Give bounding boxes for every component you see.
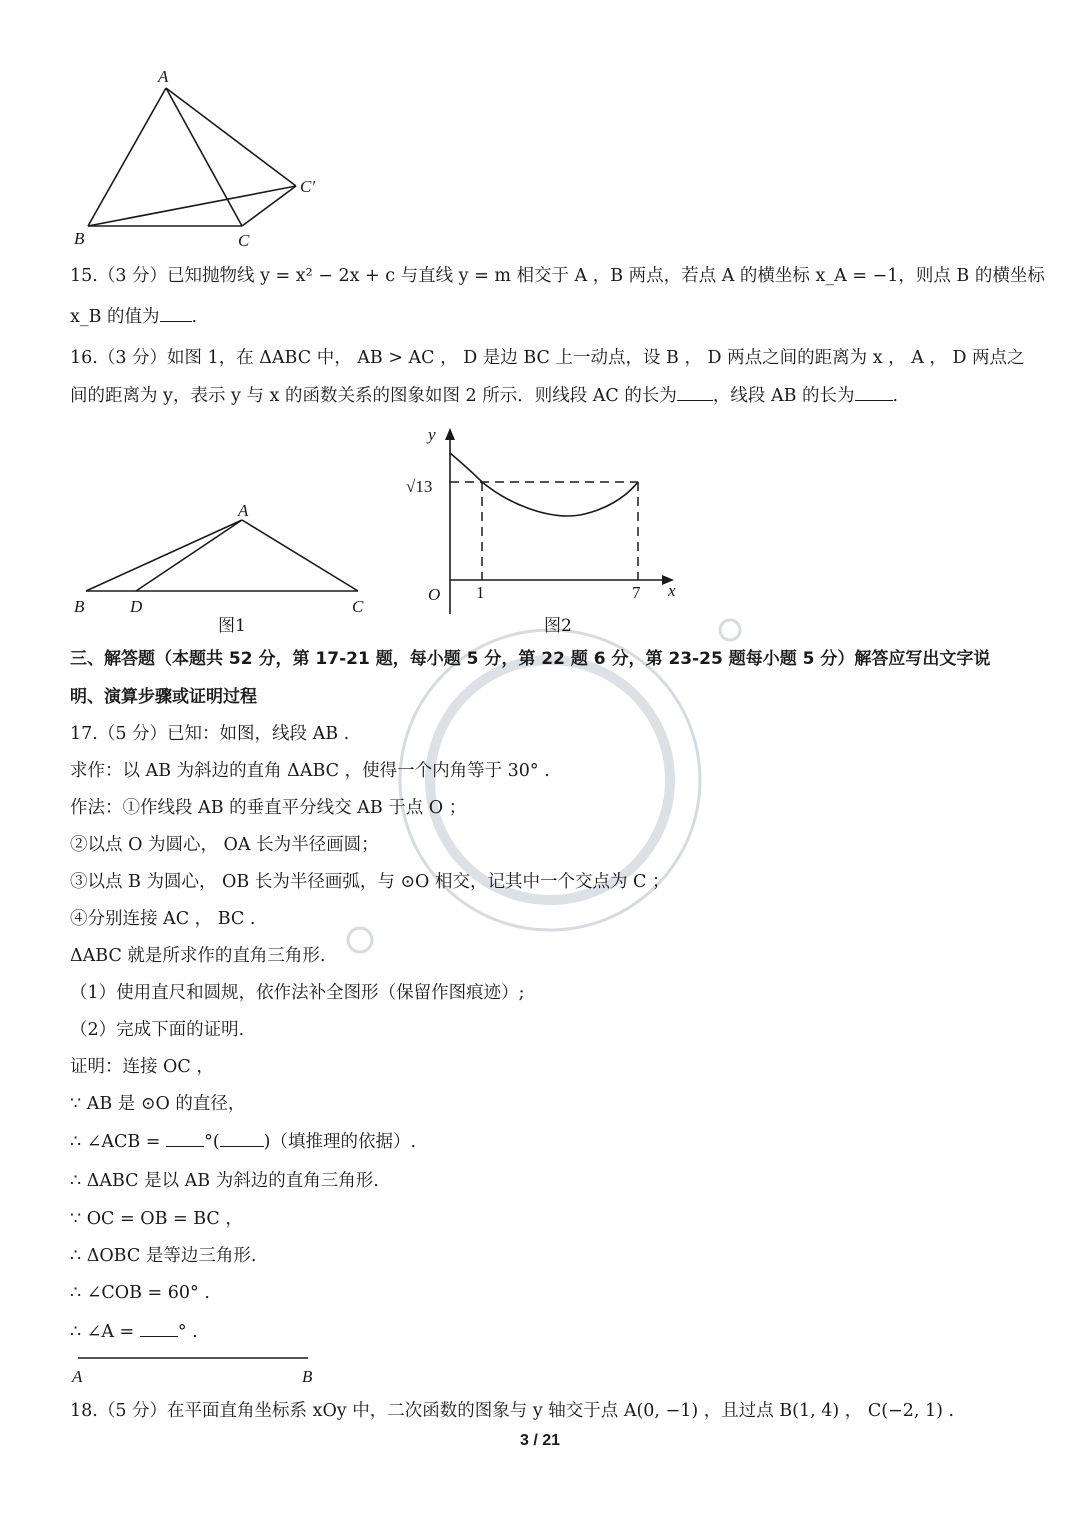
label-c-prime: C′	[300, 177, 316, 196]
q17-line8: （1）使用直尺和圆规，依作法补全图形（保留作图痕迹）;	[70, 983, 525, 1003]
fig1-label-c: C	[352, 597, 364, 616]
q17-line4: ②以点 O 为圆心， OA 长为半径画圆；	[70, 835, 379, 855]
label-a: A	[158, 67, 169, 86]
q17-line15: ∴ ΔOBC 是等边三角形.	[70, 1246, 257, 1266]
fig1-label-a: A	[238, 501, 249, 520]
q17-line13: ∴ ΔABC 是以 AB 为斜边的直角三角形.	[70, 1171, 379, 1191]
q15-line1: 15.（3 分）已知抛物线 y = x² − 2x + c 与直线 y = m 相交于 A ，B 两点，若点 A 的横坐标 x_A = −1，则点 B 的横坐标	[70, 266, 1045, 286]
q15-line2-post: .	[191, 307, 198, 327]
fig2-label-x: x	[668, 581, 676, 600]
q17-line10: 证明：连接 OC ，	[70, 1057, 214, 1077]
q16-line2-a: 间的距离为 y，表示 y 与 x 的函数关系的图象如图 2 所示．则线段 AC 的长为	[70, 386, 677, 406]
q15-answer-blank	[160, 305, 192, 322]
q17-line11: ∵ AB 是 ⊙O 的直径，	[70, 1094, 246, 1114]
q17-line1: 17.（5 分）已知：如图，线段 AB .	[70, 724, 350, 744]
q17-line7: ΔABC 就是所求作的直角三角形.	[70, 946, 326, 966]
q16-blank-ac	[677, 384, 713, 401]
q17-line12-a: ∴ ∠ACB =	[70, 1132, 161, 1152]
q17-blank-angle-a	[140, 1320, 178, 1337]
fig2-label-sqrt13: √13	[406, 477, 433, 496]
q17-blank-reason	[220, 1130, 264, 1147]
q17-line3: 作法：①作线段 AB 的垂直平分线交 AB 于点 O ；	[70, 798, 467, 818]
label-b: B	[74, 229, 85, 248]
q17-line2: 求作：以 AB 为斜边的直角 ΔABC ，使得一个内角等于 30° .	[70, 761, 550, 781]
section3-heading-line2: 明、演算步骤或证明过程	[70, 687, 257, 707]
q15-line2-pre: x_B 的值为	[70, 307, 160, 327]
q17-line17-b: ° .	[177, 1322, 198, 1342]
fig2-label-y: y	[428, 425, 436, 444]
figure-1-triangle	[70, 500, 390, 620]
q17-line12	[70, 1130, 416, 1154]
q16-blank-ab	[855, 384, 893, 401]
fig2-label-one: 1	[476, 583, 485, 602]
page-number: 3 / 21	[519, 1432, 561, 1449]
figure-2-graph	[400, 420, 690, 620]
segment-label-a: A	[72, 1367, 83, 1386]
fig2-label-o: O	[428, 585, 441, 604]
q16-line2	[70, 384, 898, 408]
fig2-caption: 图2	[544, 616, 572, 636]
figure-segment-ab	[70, 1350, 330, 1390]
fig1-label-d: D	[130, 597, 143, 616]
q17-line9: （2）完成下面的证明.	[70, 1020, 245, 1040]
q17-line5: ③以点 B 为圆心， OB 长为半径画弧，与 ⊙O 相交，记其中一个交点为 C ；	[70, 872, 670, 892]
q17-line14: ∵ OC = OB = BC ，	[70, 1209, 243, 1229]
fig1-label-b: B	[74, 597, 85, 616]
q18-line1: 18.（5 分）在平面直角坐标系 xOy 中，二次函数的图象与 y 轴交于点 A(0, −1) ，且过点 B(1, 4) ， C(−2, 1) .	[70, 1401, 955, 1421]
q17-line17	[70, 1320, 198, 1344]
q16-line2-b: ，线段 AB 的长为	[712, 386, 855, 406]
segment-label-b: B	[302, 1367, 313, 1386]
q15-line2	[70, 305, 197, 329]
q17-blank-angle	[166, 1130, 204, 1147]
q16-line1: 16.（3 分）如图 1，在 ΔABC 中， AB > AC ， D 是边 BC 上一动点，设 B ， D 两点之间的距离为 x ， A ， D 两点之	[70, 348, 1025, 368]
q17-line12-c: )（填推理的依据）.	[263, 1132, 417, 1152]
q17-line16: ∴ ∠COB = 60° .	[70, 1283, 210, 1303]
q17-line6: ④分别连接 AC ， BC .	[70, 909, 256, 929]
q17-line12-b: °(	[204, 1132, 220, 1152]
label-c: C	[238, 231, 250, 250]
figure-triangle-abc-cprime	[60, 60, 350, 260]
q16-line2-c: .	[892, 386, 899, 406]
section3-heading-line1: 三、解答题（本题共 52 分，第 17-21 题，每小题 5 分，第 22 题 6 分，第 23-25 题每小题 5 分）解答应写出文字说	[70, 649, 991, 669]
q17-line17-a: ∴ ∠A =	[70, 1322, 135, 1342]
fig2-label-seven: 7	[632, 583, 641, 602]
fig1-caption: 图1	[218, 616, 246, 636]
